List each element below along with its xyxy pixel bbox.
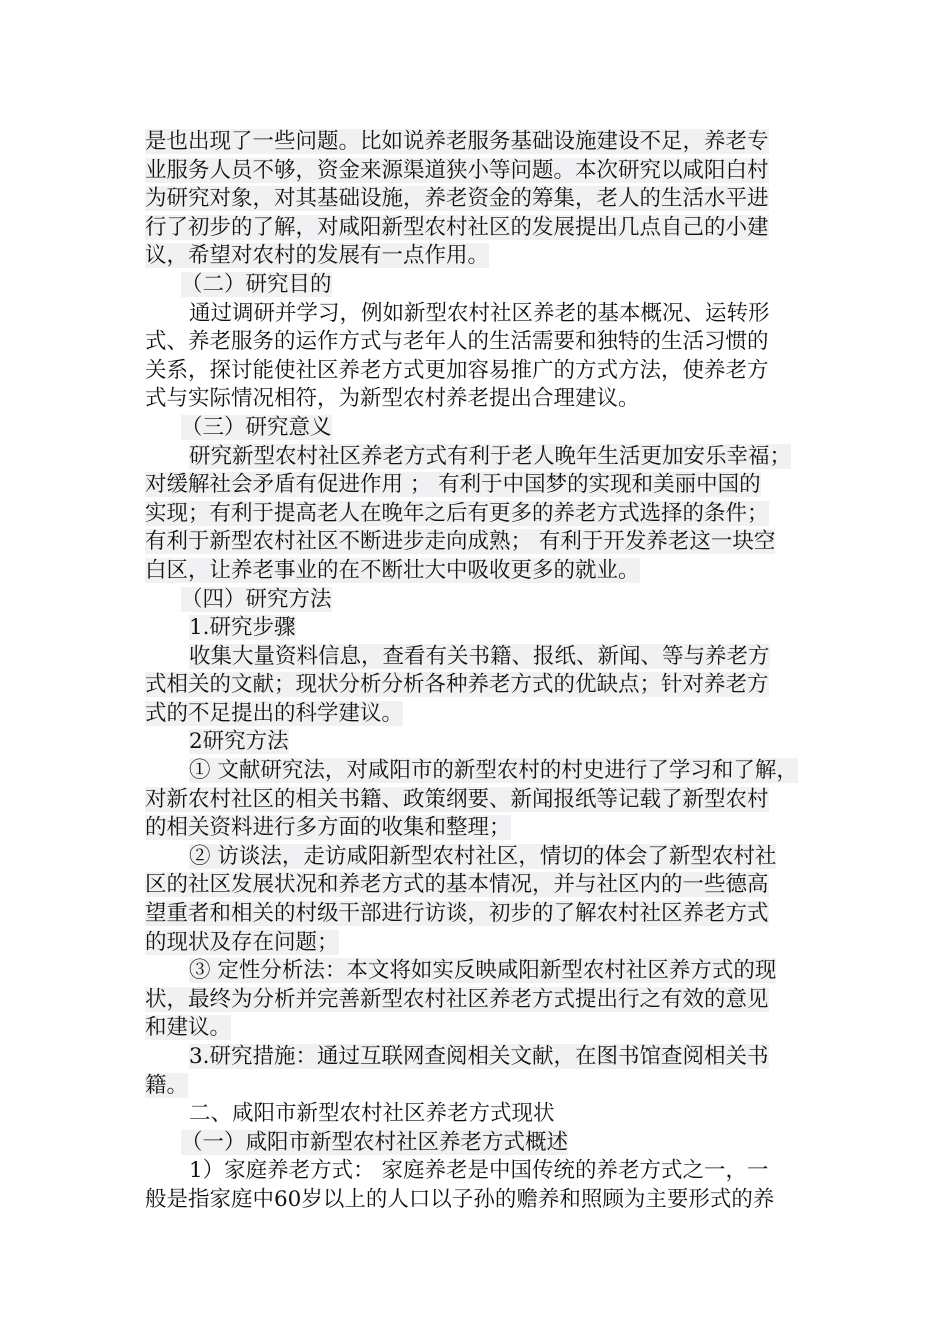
- text-line: [145, 157, 825, 186]
- text-line-content: 望重者和相关的村级干部进行访谈，初步的了解农村社区养老方式: [145, 901, 769, 927]
- text-line-content: 籍。: [145, 1072, 189, 1098]
- text-line: [145, 871, 825, 900]
- text-line-content: 有利于新型农村社区不断进步走向成熟； 有利于开发养老这一块空: [145, 529, 776, 555]
- text-line-content: 式的不足提出的科学建议。: [145, 700, 404, 726]
- text-line-content: 通过调研并学习，例如新型农村社区养老的基本概况、运转形: [189, 300, 770, 326]
- text-line: [145, 1157, 825, 1186]
- text-line-content: ③ 定性分析法：本文将如实反映咸阳新型农村社区养方式的现: [189, 958, 777, 984]
- text-line: [145, 1129, 825, 1158]
- text-line: [145, 614, 825, 643]
- text-line: [145, 700, 825, 729]
- text-line-content: 1.研究步骤: [189, 615, 296, 641]
- text-line-content: 是也出现了一些问题。比如说养老服务基础设施建设不足，养老专: [145, 129, 769, 154]
- text-line: [145, 986, 825, 1015]
- text-line: [145, 586, 825, 615]
- text-line-content: 的相关资料进行多方面的收集和整理；: [145, 815, 511, 841]
- text-line-content: 收集大量资料信息，查看有关书籍、报纸、新闻、等与养老方: [189, 643, 770, 669]
- text-line-content: ② 访谈法，走访咸阳新型农村社区，情切的体会了新型农村社: [189, 843, 777, 869]
- text-line: [145, 357, 825, 386]
- text-line-content: ① 文献研究法，对咸阳市的新型农村的村史进行了学习和了解，: [189, 758, 798, 784]
- text-line-content: 议，希望对农村的发展有一点作用。: [145, 243, 490, 269]
- text-line: [145, 728, 825, 757]
- text-line: [145, 300, 825, 329]
- text-line: [145, 1186, 825, 1215]
- text-line: [145, 929, 825, 958]
- text-line: [145, 957, 825, 986]
- text-line-content: 式与实际情况相符，为新型农村养老提出合理建议。: [145, 386, 640, 412]
- text-line-content: 2研究方法: [189, 729, 289, 755]
- text-line: [145, 471, 825, 500]
- text-line-content: （三）研究意义: [181, 414, 332, 440]
- text-line-content: 式相关的文献；现状分析分析各种养老方式的优缺点；针对养老方: [145, 672, 769, 698]
- text-line-content: 式、养老服务的运作方式与老年人的生活需要和独特的生活习惯的: [145, 329, 769, 355]
- text-line: [145, 557, 825, 586]
- text-line-content: （二）研究目的: [181, 271, 332, 297]
- text-line: [145, 214, 825, 243]
- text-line-content: 对缓解社会矛盾有促进作用 ； 有利于中国梦的实现和美丽中国的: [145, 472, 761, 498]
- text-line-content: 实现；有利于提高老人在晚年之后有更多的养老方式选择的条件；: [145, 500, 769, 526]
- text-line-content: 3.研究措施：通过互联网查阅相关文献，在图书馆查阅相关书: [189, 1044, 769, 1069]
- text-line-content: 白区，让养老事业的在不断壮大中吸收更多的就业。: [145, 557, 640, 583]
- document-page: [145, 128, 825, 1215]
- text-line: [145, 443, 825, 472]
- text-line: [145, 671, 825, 700]
- text-line-content: 的现状及存在问题；: [145, 929, 339, 955]
- text-line-content: 关系，探讨能使社区养老方式更加容易推广的方式方法，使养老方: [145, 357, 769, 383]
- text-line: [145, 128, 825, 157]
- text-line-content: 对新农村社区的相关书籍、政策纲要、新闻报纸等记载了新型农村: [145, 786, 769, 812]
- text-line: [145, 1043, 825, 1072]
- text-line: [145, 643, 825, 672]
- text-line: [145, 271, 825, 300]
- text-line-content: （一）咸阳市新型农村社区养老方式概述: [181, 1129, 569, 1155]
- text-line-content: （四）研究方法: [181, 586, 332, 612]
- text-line-content: 和建议。: [145, 1015, 232, 1041]
- text-line-content: 为研究对象，对其基础设施，养老资金的筹集，老人的生活水平进: [145, 186, 769, 212]
- text-line-content: 般是指家庭中60岁以上的人口以子孙的赡养和照顾为主要形式的养: [145, 1186, 775, 1212]
- text-line-content: 区的社区发展状况和养老方式的基本情况，并与社区内的一些德高: [145, 872, 769, 898]
- text-line: [145, 385, 825, 414]
- text-line-content: 1）家庭养老方式： 家庭养老是中国传统的养老方式之一，一: [189, 1158, 769, 1184]
- text-line: [145, 528, 825, 557]
- text-line: [145, 1014, 825, 1043]
- text-line-content: 二、咸阳市新型农村社区养老方式现状: [189, 1101, 555, 1127]
- text-line: [145, 843, 825, 872]
- text-line-content: 行了初步的了解，对咸阳新型农村社区的发展提出几点自己的小建: [145, 214, 769, 240]
- text-line: [145, 786, 825, 815]
- text-line-content: 状，最终为分析并完善新型农村社区养老方式提出行之有效的意见: [145, 986, 769, 1012]
- text-line: [145, 185, 825, 214]
- text-line-content: 研究新型农村社区养老方式有利于老人晚年生活更加安乐幸福；: [189, 443, 792, 469]
- text-line: [145, 900, 825, 929]
- text-line: [145, 242, 825, 271]
- text-line: [145, 814, 825, 843]
- text-line: [145, 1072, 825, 1101]
- text-line: [145, 1100, 825, 1129]
- text-line: [145, 414, 825, 443]
- text-line-content: 业服务人员不够，资金来源渠道狭小等问题。本次研究以咸阳白村: [145, 157, 769, 183]
- text-line: [145, 757, 825, 786]
- text-line: [145, 500, 825, 529]
- text-line: [145, 328, 825, 357]
